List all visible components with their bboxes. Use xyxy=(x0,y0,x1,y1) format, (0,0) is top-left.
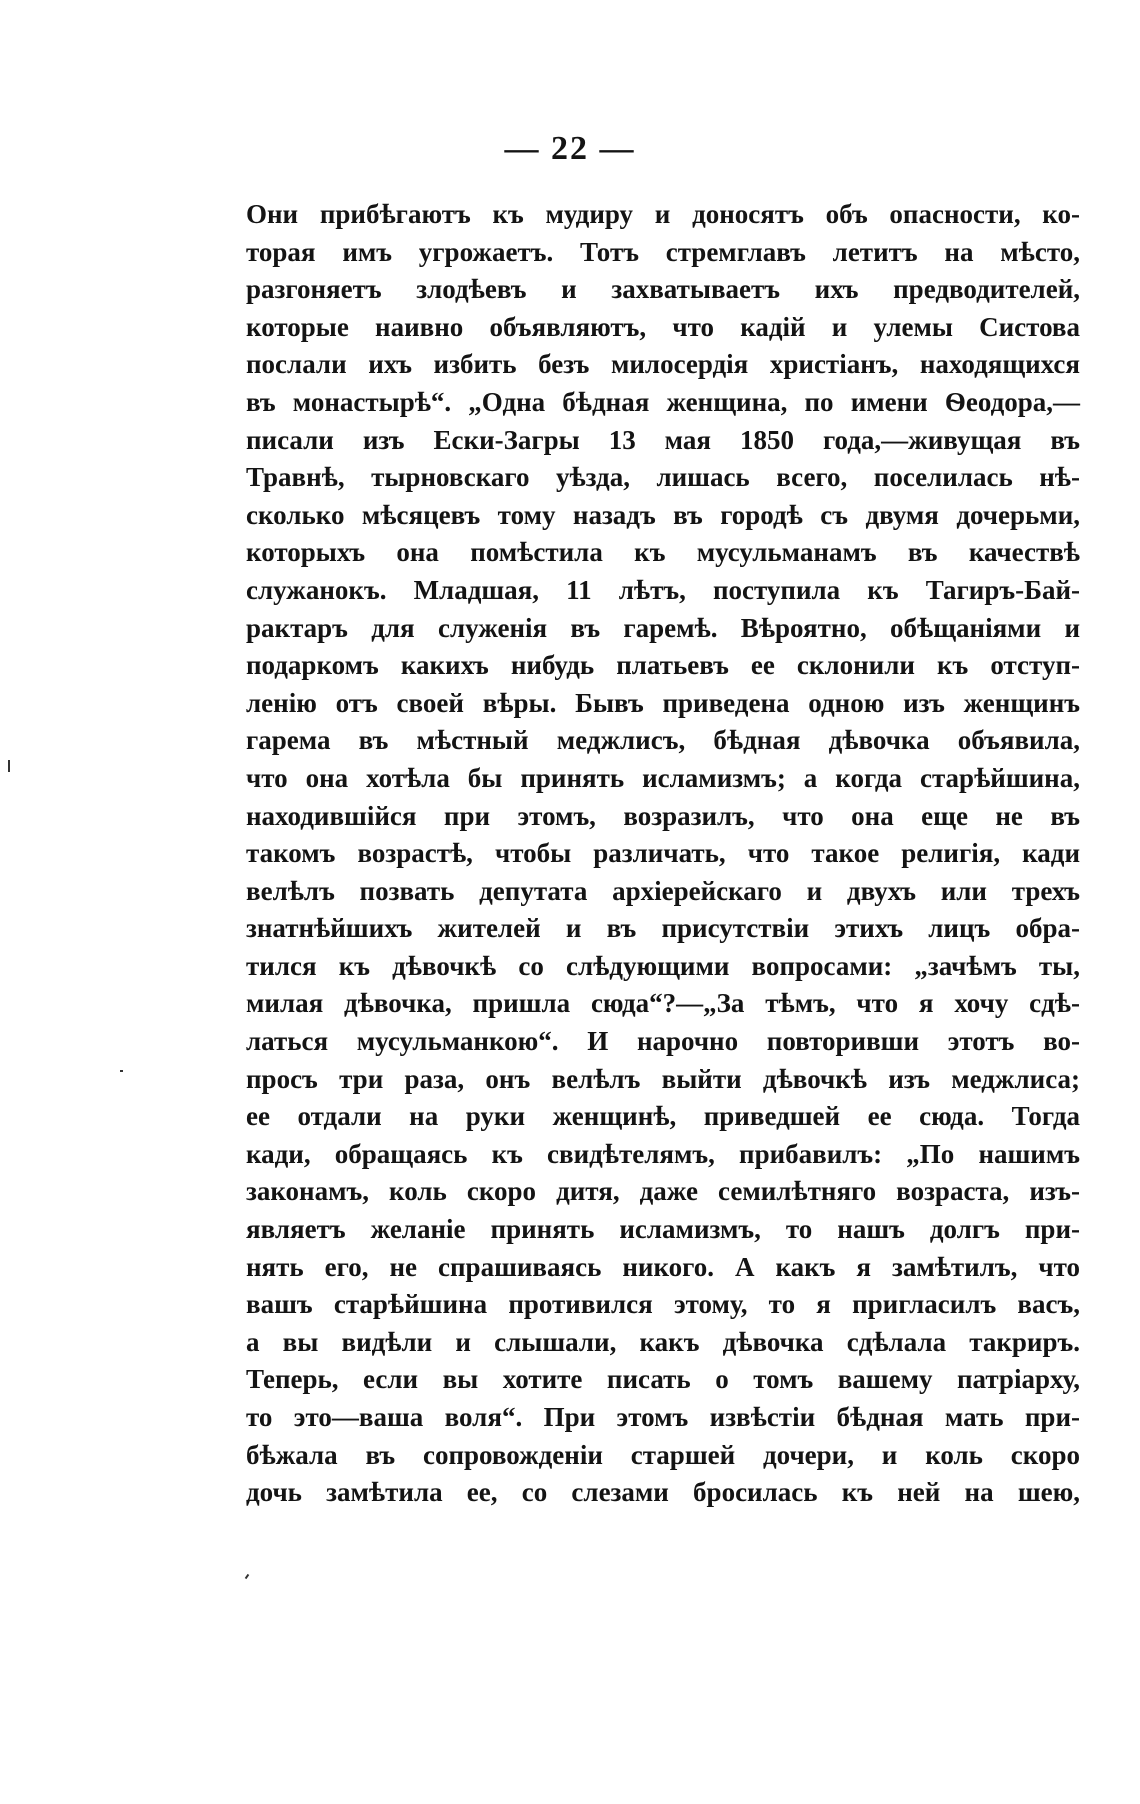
text-line: ее отдали на руки женщинѣ, приведшей ее сюда. Тогда xyxy=(246,1101,1080,1132)
text-line: бѣжала въ сопровожденіи старшей дочери, и коль скоро xyxy=(246,1439,1080,1470)
text-line: велѣлъ позвать депутата архіерейскаго и двухъ или трехъ xyxy=(246,875,1080,906)
text-line: то это—ваша воля“. При этомъ извѣстіи бѣдная мать при- xyxy=(246,1402,1080,1432)
body-text xyxy=(246,196,1080,1512)
text-line: а вы видѣли и слышали, какъ дѣвочка сдѣлала такриръ. xyxy=(246,1326,1080,1357)
text-line: которые наивно объявляютъ, что кадій и улемы Систова xyxy=(246,311,1080,342)
text-line: ленію отъ своей вѣры. Бывъ приведена одною изъ женщинъ xyxy=(246,687,1080,718)
text-line: находившійся при этомъ, возразилъ, что она еще не въ xyxy=(246,800,1080,831)
text-line: служанокъ. Младшая, 11 лѣтъ, поступила къ Тагиръ-Бай- xyxy=(246,574,1080,605)
text-line: кади, обращаясь къ свидѣтелямъ, прибавилъ: „По нашимъ xyxy=(246,1138,1080,1169)
text-line: законамъ, коль скоро дитя, даже семилѣтняго возраста, изъ- xyxy=(246,1176,1080,1207)
text-line: послали ихъ избить безъ милосердія христіанъ, находящихся xyxy=(246,349,1080,380)
text-line: нять его, не спрашиваясь никого. А какъ я замѣтилъ, что xyxy=(246,1251,1080,1282)
text-line: рактаръ для служенія въ гаремѣ. Вѣроятно, обѣщаніями и xyxy=(246,612,1080,643)
scan-speck xyxy=(120,1070,123,1072)
text-line: которыхъ она помѣстила къ мусульманамъ въ качествѣ xyxy=(246,537,1080,568)
text-line: торая имъ угрожаетъ. Тотъ стремглавъ летитъ на мѣсто, xyxy=(246,236,1080,267)
text-line: Травнѣ, тырновскаго уѣзда, лишась всего, поселилась нѣ- xyxy=(246,462,1080,493)
page-number: — 22 — xyxy=(504,130,636,167)
text-line: въ монастырѣ“. „Одна бѣдная женщина, по имени Ѳеодора,— xyxy=(246,386,1080,417)
text-line: знатнѣйшихъ жителей и въ присутствіи этихъ лицъ обра- xyxy=(246,913,1080,944)
scan-speck xyxy=(8,760,10,772)
text-line: латься мусульманкою“. И нарочно повторивши этотъ во- xyxy=(246,1026,1080,1057)
scan-speck xyxy=(245,1574,250,1579)
text-line: сколько мѣсяцевъ тому назадъ въ городѣ съ двумя дочерьми, xyxy=(246,499,1080,530)
text-line: милая дѣвочка, пришла сюда“?—„За тѣмъ, что я хочу сдѣ- xyxy=(246,988,1080,1019)
text-line: такомъ возрастѣ, чтобы различать, что такое религія, кади xyxy=(246,838,1080,869)
text-line: Теперь, если вы хотите писать о томъ вашему патріарху, xyxy=(246,1364,1080,1395)
text-line: что она хотѣла бы принять исламизмъ; а когда старѣйшина, xyxy=(246,762,1080,793)
text-line: дочь замѣтила ее, со слезами бросилась къ ней на шею, xyxy=(246,1477,1080,1508)
text-line: вашъ старѣйшина противился этому, то я пригласилъ васъ, xyxy=(246,1289,1080,1320)
text-line: являетъ желаніе принять исламизмъ, то нашъ долгъ при- xyxy=(246,1214,1080,1245)
text-line: тился къ дѣвочкѣ со слѣдующими вопросами: „зачѣмъ ты, xyxy=(246,950,1080,981)
text-line: Они прибѣгаютъ къ мудиру и доносятъ объ опасности, ко- xyxy=(246,199,1080,229)
text-line: писали изъ Ески-Загры 13 мая 1850 года,—живущая въ xyxy=(246,424,1080,455)
text-line: подаркомъ какихъ нибудь платьевъ ее склонили къ отступ- xyxy=(246,650,1080,681)
text-line: просъ три раза, онъ велѣлъ выйти дѣвочкѣ изъ меджлиса; xyxy=(246,1063,1080,1094)
text-line: гарема въ мѣстный меджлисъ, бѣдная дѣвочка объявила, xyxy=(246,725,1080,756)
text-line: разгоняетъ злодѣевъ и захватываетъ ихъ предводителей, xyxy=(246,274,1080,305)
